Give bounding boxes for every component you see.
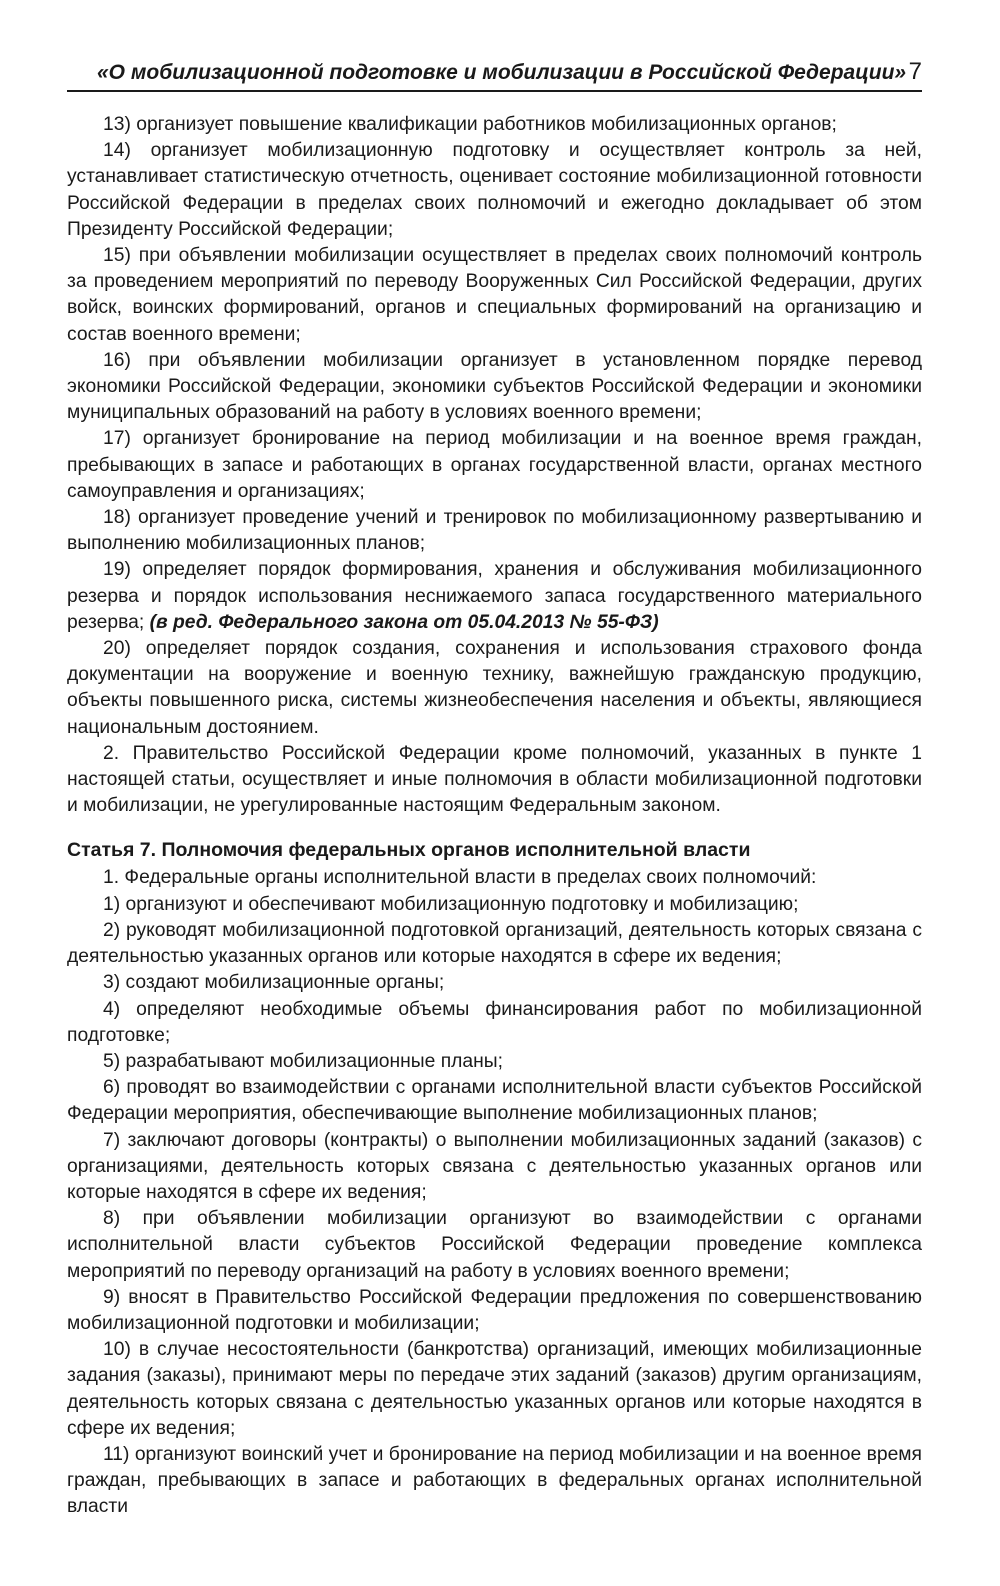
page-number: 7 xyxy=(908,58,922,85)
paragraph-item-19 xyxy=(67,557,922,636)
paragraph-article7-item-4: 4) определяют необходимые объемы финансирования работ по мобилизационной подготовке; xyxy=(67,998,922,1046)
article-heading: Статья 7. Полномочия федеральных органов исполнительной власти xyxy=(67,839,751,862)
paragraph-item-15: 15) при объявлении мобилизации осуществляет в пределах своих полномочий контроль за проведением мероприятий по переводу Вооруженных Сил Российской Федерации, других войск, воинских формирований, органов и специальных формирований на организацию и состав военного времени; xyxy=(67,245,922,345)
paragraph-item-13: 13) организует повышение квалификации работников мобилизационных органов; xyxy=(103,114,837,135)
header-title: «О мобилизационной подготовке и мобилизации в Российской Федерации» xyxy=(97,61,907,84)
paragraph-article7-item-6: 6) проводят во взаимодействии с органами исполнительной власти субъектов Российской Федерации мероприятия, обеспечивающие выполнение мобилизационных планов; xyxy=(67,1077,922,1125)
paragraph-article7-item-11: 11) организуют воинский учет и бронирование на период мобилизации и на военное время граждан, пребывающих в запасе и работающих в федеральных органах исполнительной власти xyxy=(67,1443,922,1518)
amendment-note: (в ред. Федерального закона от 05.04.2013 № 55-ФЗ) xyxy=(149,611,659,633)
paragraph-article7-item-8: 8) при объявлении мобилизации организуют во взаимодействии с органами исполнительной власти субъектов Российской Федерации проведение комплекса мероприятий по переводу организаций на работу в условиях военного времени; xyxy=(67,1208,922,1282)
paragraph-item-20: 20) определяет порядок создания, сохранения и использования страхового фонда документации на вооружение и военную технику, важнейшую гражданскую продукцию, объекты повышенного риска, системы жизнеобеспечения населения и объекты, являющиеся национальным достоянием. xyxy=(67,638,922,738)
paragraph-item-19-text: 19) определяет порядок формирования, хранения и обслуживания мобилизационного резерва и порядок использования неснижаемого запаса государственного материального резерва; xyxy=(67,559,922,633)
paragraph-item-14: 14) организует мобилизационную подготовку и осуществляет контроль за ней, устанавливает статистическую отчетность, оценивает состояние мобилизационной готовности Российской Федерации в пределах своих полномочий и ежегодно докладывает об этом Президенту Российской Федерации; xyxy=(67,140,922,240)
paragraph-article7-item-2: 2) руководят мобилизационной подготовкой организаций, деятельность которых связана с деятельностью указанных органов или которые находятся в сфере их ведения; xyxy=(67,919,922,968)
paragraph-item-18: 18) организует проведение учений и тренировок по мобилизационному развертыванию и выполнению мобилизационных планов; xyxy=(67,507,922,555)
paragraph-article7-item-10: 10) в случае несостоятельности (банкротства) организаций, имеющих мобилизационные задания (заказы), принимают меры по передаче этих заданий (заказов) другим организациям, деятельность которых связана с деятельностью указанных органов или которые находятся в сфере их ведения; xyxy=(67,1339,922,1439)
paragraph-article7-intro: 1. Федеральные органы исполнительной власти в пределах своих полномочий: xyxy=(103,867,817,889)
paragraph-item-16: 16) при объявлении мобилизации организует в установленном порядке перевод экономики Российской Федерации, экономики субъектов Российской Федерации и экономики муниципальных образований на работу в условиях военного времени; xyxy=(67,349,922,424)
paragraph-section-2: 2. Правительство Российской Федерации кроме полномочий, указанных в пункте 1 настоящей статьи, осуществляет и иные полномочия в области мобилизационной подготовки и мобилизации, не урегулированные настоящим Федеральным законом. xyxy=(67,742,922,817)
paragraph-article7-item-9: 9) вносят в Правительство Российской Федерации предложения по совершенствованию мобилизационной подготовки и мобилизации; xyxy=(67,1286,922,1334)
paragraph-article7-item-1: 1) организуют и обеспечивают мобилизационную подготовку и мобилизацию; xyxy=(103,893,799,915)
paragraph-article7-item-5: 5) разрабатывают мобилизационные планы; xyxy=(103,1050,504,1072)
paragraph-article7-item-7: 7) заключают договоры (контракты) о выполнении мобилизационных заданий (заказов) с организациями, деятельность которых связана с деятельностью указанных органов или которые находятся в сфере их ведения; xyxy=(67,1129,922,1203)
running-header xyxy=(67,58,922,92)
paragraph-article7-item-3: 3) создают мобилизационные органы; xyxy=(103,972,445,994)
paragraph-item-17: 17) организует бронирование на период мобилизации и на военное время граждан, пребывающих в запасе и работающих в органах государственной власти, органах местного самоуправления и организациях; xyxy=(67,428,922,502)
body-text xyxy=(67,112,922,1521)
